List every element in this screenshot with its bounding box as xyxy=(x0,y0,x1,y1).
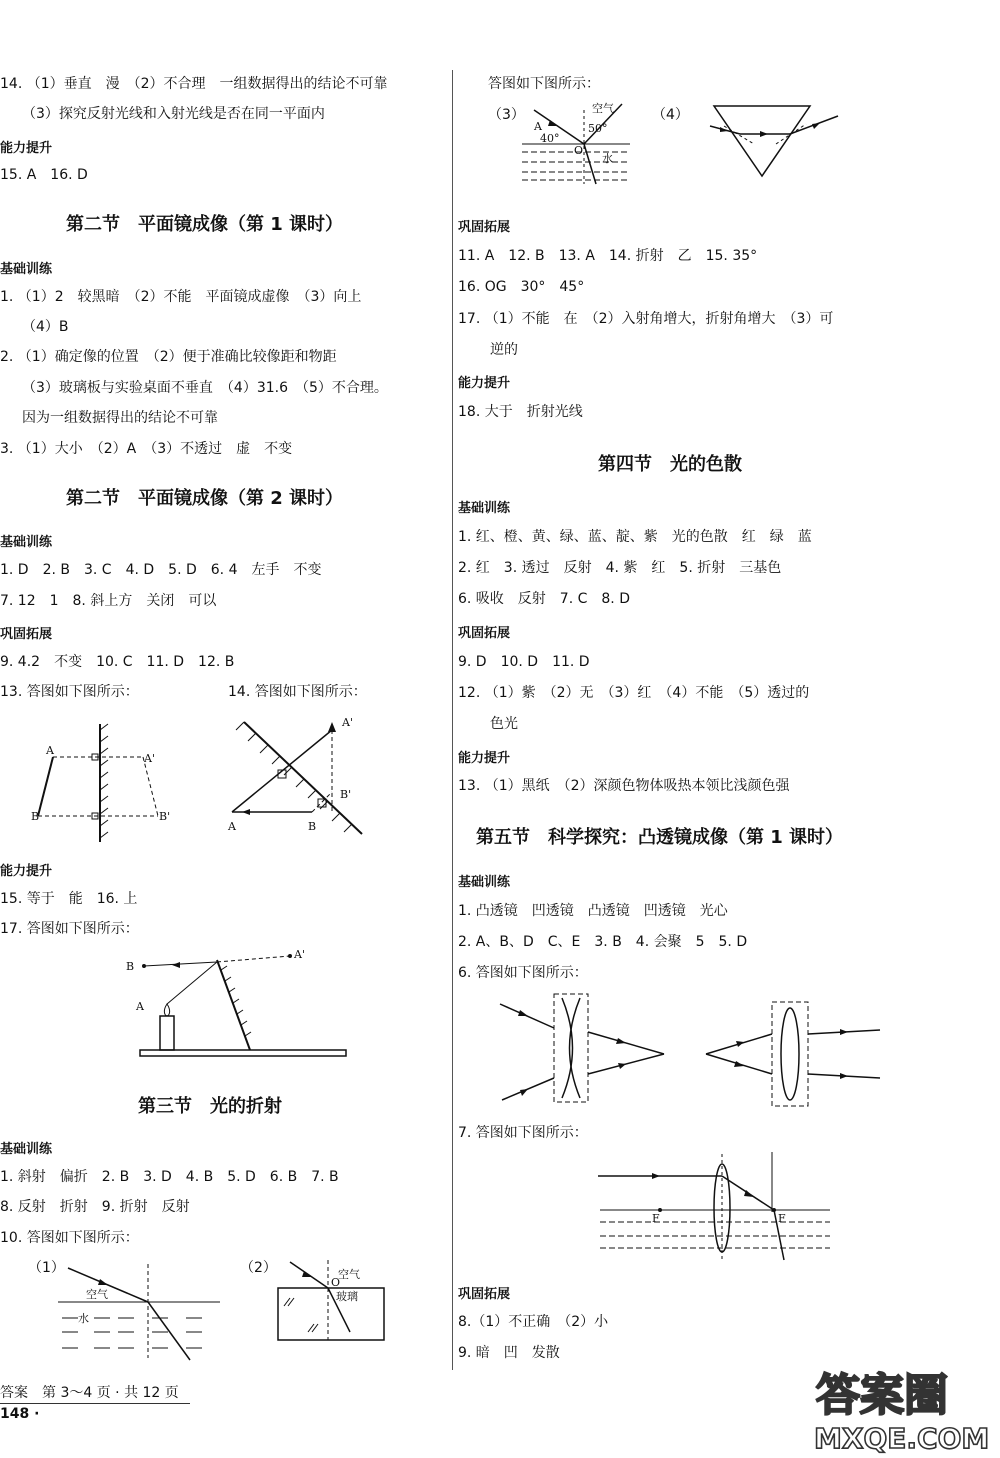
answer-line: 18. 大于 折射光线 xyxy=(458,404,583,420)
answer-line: 9. 暗 凹 发散 xyxy=(458,1345,560,1361)
label-A-prime: A' xyxy=(342,716,353,729)
answer-line: 6. 答图如下图所示： xyxy=(458,965,588,981)
label-B: B xyxy=(308,820,317,833)
convex-lens-figure-7 xyxy=(598,1150,848,1265)
answer-line: 7. 答图如下图所示： xyxy=(458,1125,588,1141)
section-title: 第五节 科学探究：凸透镜成像（第 1 课时） xyxy=(476,827,844,848)
answer-line: 色光 xyxy=(490,716,518,732)
refraction-figure-10-1 xyxy=(58,1260,223,1370)
subsection-heading: 巩固拓展 xyxy=(458,626,511,641)
subsection-heading: 能力提升 xyxy=(458,376,511,391)
answer-line: 17. 答图如下图所示： xyxy=(0,921,139,937)
answer-line: 12. （1）紫 （2）无 （3）红 （4）不能 （5）透过的 xyxy=(458,685,810,701)
label-water: 水 xyxy=(78,1312,89,1325)
answer-line: 1. D 2. B 3. C 4. D 5. D 6. 4 左手 不变 xyxy=(0,562,322,578)
label-air: 空气 xyxy=(86,1288,108,1301)
label-A: A xyxy=(534,120,542,133)
answer-line: 1. 斜射 偏折 2. B 3. D 4. B 5. D 6. B 7. B xyxy=(0,1169,339,1185)
subsection-heading: 巩固拓展 xyxy=(0,627,53,642)
answer-line: 9. 4.2 不变 10. C 11. D 12. B xyxy=(0,654,235,670)
label-F: F xyxy=(778,1212,786,1225)
answer-line: 2. （1）确定像的位置 （2）便于准确比较像距和物距 xyxy=(0,349,337,365)
svg-text:答案圈: 答案圈 xyxy=(816,1370,948,1421)
answer-line: 14. （1）垂直 漫 （2）不合理 一组数据得出的结论不可靠 xyxy=(0,76,388,92)
answer-line: 3. （1）大小 （2）A （3）不透过 虚 不变 xyxy=(0,441,293,457)
section-title: 第二节 平面镜成像（第 1 课时） xyxy=(66,214,344,235)
label-A: A xyxy=(46,744,54,757)
answer-line: 17. （1）不能 在 （2）入射角增大，折射角增大 （3）可 xyxy=(458,311,834,327)
section-title: 第二节 平面镜成像（第 2 课时） xyxy=(66,488,344,509)
answer-line: （3）探究反射光线和入射光线是否在同一平面内 xyxy=(22,106,325,122)
answer-line: 1. 红、橙、黄、绿、蓝、靛、紫 光的色散 红 绿 蓝 xyxy=(458,529,812,545)
subsection-heading: 基础训练 xyxy=(458,875,511,890)
answer-line: 8.（1）不正确 （2）小 xyxy=(458,1314,609,1330)
subsection-heading: 能力提升 xyxy=(0,141,53,156)
figure-label: （3） xyxy=(488,107,525,123)
label-B: B xyxy=(126,960,135,973)
answer-line: 7. 12 1 8. 斜上方 关闭 可以 xyxy=(0,593,217,609)
plane-mirror-figure-14 xyxy=(222,712,372,847)
label-B-prime: B' xyxy=(340,788,352,801)
answer-line: 6. 吸收 反射 7. C 8. D xyxy=(458,591,630,607)
answer-line: 14. 答图如下图所示： xyxy=(228,684,367,700)
subsection-heading: 能力提升 xyxy=(0,864,53,879)
label-O: O xyxy=(331,1276,341,1289)
answer-line: 2. A、B、D C、E 3. B 4. 会聚 5 5. D xyxy=(458,934,748,950)
answer-line: 13. 答图如下图所示： xyxy=(0,684,139,700)
answer-line: 8. 反射 折射 9. 折射 反射 xyxy=(0,1199,190,1215)
column-divider xyxy=(452,70,453,1370)
page-number: 148 · xyxy=(0,1406,40,1422)
subsection-heading: 巩固拓展 xyxy=(458,1287,511,1302)
figure-label: （4） xyxy=(652,107,689,123)
answer-line: 2. 红 3. 透过 反射 4. 紫 红 5. 折射 三基色 xyxy=(458,560,782,576)
answer-line: 15. A 16. D xyxy=(0,167,88,183)
svg-text:MXQE.COM: MXQE.COM xyxy=(814,1422,990,1455)
answer-line: 答图如下图所示： xyxy=(488,76,600,92)
label-angle-50: 50° xyxy=(588,122,608,135)
convex-lens-figure xyxy=(704,998,884,1110)
answer-line: 因为一组数据得出的结论不可靠 xyxy=(22,410,218,426)
candle-mirror-figure-17 xyxy=(122,946,352,1061)
section-title: 第四节 光的色散 xyxy=(598,454,742,475)
figure-label: （2） xyxy=(240,1260,277,1276)
answer-line: （3）玻璃板与实验桌面不垂直 （4）31.6 （5）不合理。 xyxy=(22,380,388,396)
answer-line: 11. A 12. B 13. A 14. 折射 乙 15. 35° xyxy=(458,248,758,264)
answer-line: 1. 凸透镜 凹透镜 凸透镜 凹透镜 光心 xyxy=(458,903,728,919)
label-air: 空气 xyxy=(592,102,614,115)
subsection-heading: 能力提升 xyxy=(458,751,511,766)
answer-line: （4）B xyxy=(22,319,69,335)
label-B: B xyxy=(31,810,40,823)
section-title: 第三节 光的折射 xyxy=(138,1096,282,1117)
label-water: 水 xyxy=(602,152,613,165)
answer-line: 13. （1）黑纸 （2）深颜色物体吸热本领比浅颜色强 xyxy=(458,778,790,794)
refraction-figure-3 xyxy=(522,100,632,185)
label-O: O xyxy=(574,144,584,157)
answer-line: 10. 答图如下图所示： xyxy=(0,1230,139,1246)
subsection-heading: 基础训练 xyxy=(0,262,53,277)
concave-lens-figure xyxy=(498,992,678,1104)
answer-line: 15. 等于 能 16. 上 xyxy=(0,891,138,907)
label-A: A xyxy=(136,1000,144,1013)
answer-line: 9. D 10. D 11. D xyxy=(458,654,590,670)
label-angle-40: 40° xyxy=(540,132,560,145)
figure-label: （1） xyxy=(28,1260,65,1276)
label-B-prime: B' xyxy=(159,810,171,823)
plane-mirror-figure-13 xyxy=(28,722,178,847)
prism-figure-4 xyxy=(710,102,845,182)
label-A-prime: A' xyxy=(144,752,155,765)
label-A-prime: A' xyxy=(294,948,305,961)
subsection-heading: 基础训练 xyxy=(0,1142,53,1157)
subsection-heading: 基础训练 xyxy=(458,501,511,516)
label-air: 空气 xyxy=(338,1268,360,1281)
footer-answer-pages: 答案 第 3～4 页 · 共 12 页 xyxy=(0,1382,190,1404)
subsection-heading: 基础训练 xyxy=(0,535,53,550)
label-F: F xyxy=(652,1212,660,1225)
refraction-figure-10-2 xyxy=(276,1258,416,1348)
site-watermark-logo xyxy=(810,1360,996,1454)
answer-line: 16. OG 30° 45° xyxy=(458,279,585,295)
subsection-heading: 巩固拓展 xyxy=(458,220,511,235)
answer-line: 1. （1）2 较黑暗 （2）不能 平面镜成虚像 （3）向上 xyxy=(0,289,362,305)
label-A: A xyxy=(228,820,236,833)
answer-line: 逆的 xyxy=(490,342,518,358)
label-glass: 玻璃 xyxy=(336,1290,358,1303)
